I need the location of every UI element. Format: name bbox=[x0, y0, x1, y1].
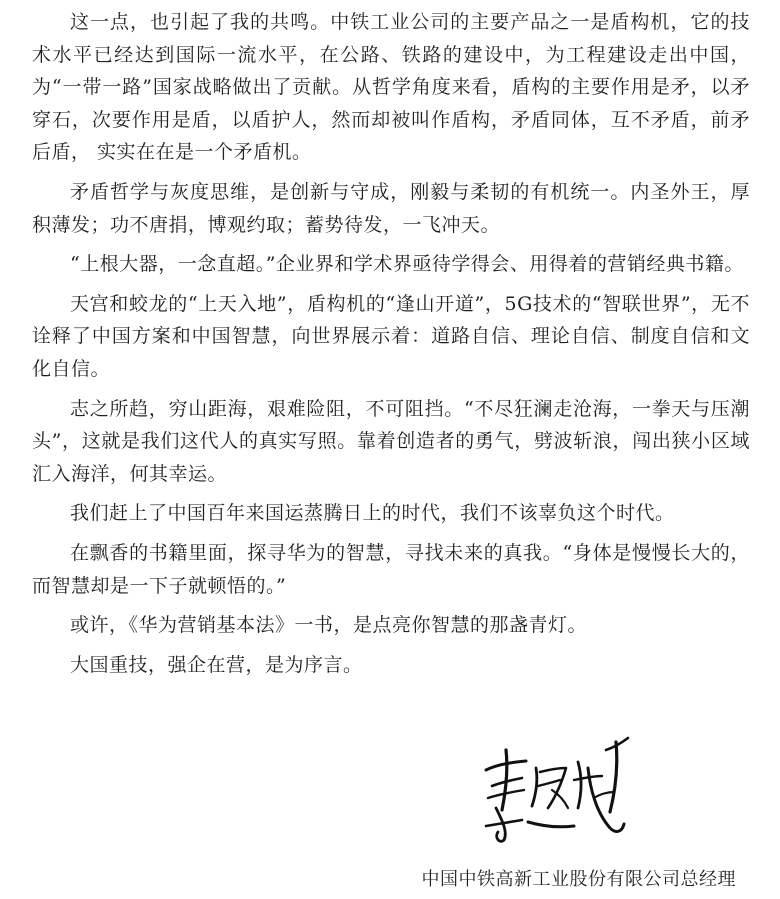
paragraph-5: 志之所趋，穷山距海，艰难险阻，不可阻挡。“不尽狂澜走沧海，一拳天与压潮头”，这就是我们这代人的真实写照。靠着创造者的勇气，劈波斩浪，闯出狭小区域汇入海洋，何其幸运。 bbox=[32, 397, 750, 485]
paragraph-6: 我们赶上了中国百年来国运蒸腾日上的时代，我们不该辜负这个时代。 bbox=[70, 502, 675, 525]
paragraph-7: 在飘香的书籍里面，探寻华为的智慧，寻找未来的真我。“身体是慢慢长大的，而智慧却是一下子就顿悟的。” bbox=[32, 541, 750, 597]
paragraph-1: 这一点，也引起了我的共鸣。中铁工业公司的主要产品之一是盾构机，它的技术水平已经达到国际一流水平，在公路、铁路的建设中，为工程建设走出中国，为“一带一路”国家战略做出了贡献。从哲学角度来看，盾构的主要作用是矛，以矛穿石，次要作用是盾，以盾护人，然而却被叫作盾构，矛盾同体，互不矛盾，前矛后盾， 实实在在是一个矛盾机。 bbox=[32, 11, 750, 164]
signature-icon bbox=[478, 728, 638, 850]
paragraph-3: “上根大器，一念直超。”企业界和学术界亟待学得会、用得着的营销经典书籍。 bbox=[70, 253, 744, 276]
paragraph-8: 或许，《华为营销基本法》一书，是点亮你智慧的那盏青灯。 bbox=[70, 614, 588, 637]
handwritten-signature bbox=[478, 728, 638, 850]
body-text bbox=[32, 6, 750, 688]
signer-title: 中国中铁高新工业股份有限公司总经理 bbox=[421, 869, 736, 890]
paragraph-4: 天宫和蛟龙的“上天入地”，盾构机的“逢山开道”，5G技术的“智联世界”，无不诠释了中国方案和中国智慧，向世界展示着：道路自信、理论自信、制度自信和文化自信。 bbox=[32, 292, 750, 380]
paragraph-2: 矛盾哲学与灰度思维，是创新与守成，刚毅与柔韧的有机统一。内圣外王，厚积薄发；功不唐捐，博观约取；蓄势待发，一飞冲天。 bbox=[32, 180, 750, 236]
paragraph-9: 大国重技，强企在营，是为序言。 bbox=[70, 653, 363, 676]
